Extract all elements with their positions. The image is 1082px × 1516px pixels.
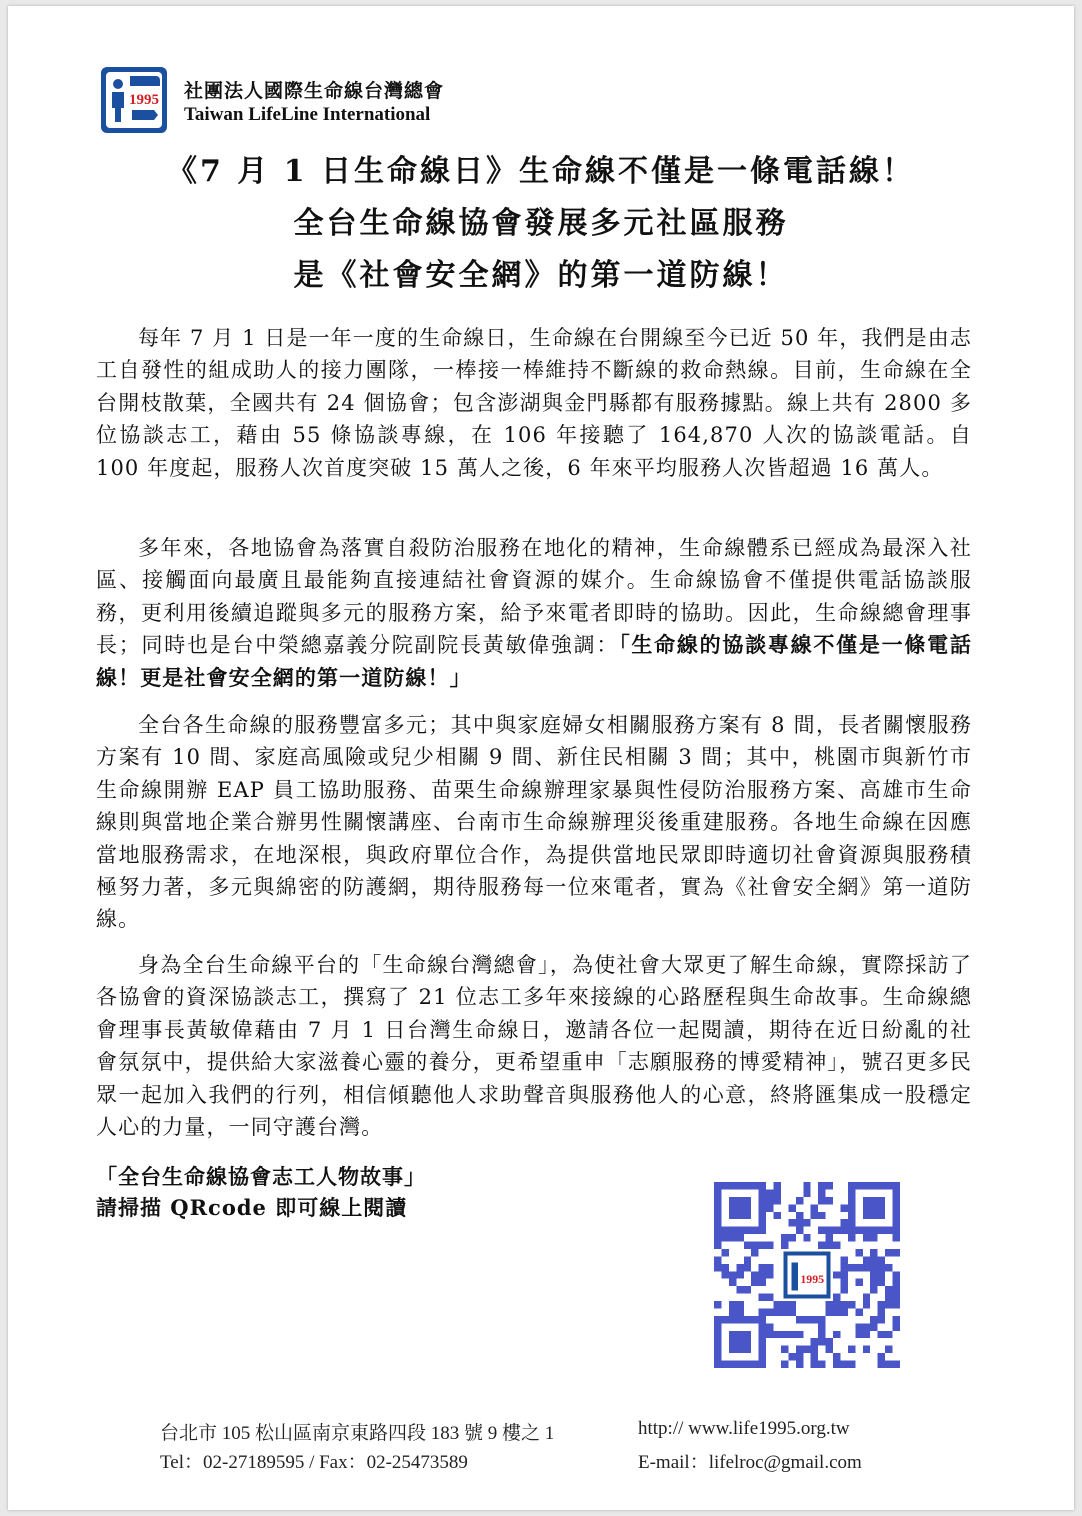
qr-module	[818, 1197, 825, 1204]
qr-module	[878, 1256, 885, 1263]
qr-module	[863, 1264, 870, 1271]
qr-module	[796, 1227, 803, 1234]
footer-email[interactable]: E-mail：lifelroc@gmail.com	[638, 1452, 862, 1473]
qr-module	[788, 1219, 795, 1226]
qr-module	[826, 1301, 833, 1308]
qr-module	[818, 1227, 825, 1234]
qr-module	[796, 1197, 803, 1204]
qr-module	[818, 1331, 825, 1338]
footer-website[interactable]: http:// www.life1995.org.tw	[638, 1418, 850, 1439]
qr-module	[774, 1189, 781, 1196]
qr-module	[729, 1234, 736, 1241]
qr-module	[848, 1264, 855, 1271]
qr-center-number: 1995	[800, 1272, 825, 1287]
logo-number: 1995	[129, 92, 159, 108]
qr-module	[840, 1308, 847, 1315]
org-name-en: Taiwan LifeLine International	[184, 104, 431, 125]
qr-module	[774, 1197, 781, 1204]
qr-module	[826, 1242, 833, 1249]
qr-center-logo-icon	[785, 1253, 828, 1296]
qr-module	[774, 1308, 781, 1315]
qr-module	[818, 1242, 825, 1249]
qr-module	[781, 1331, 788, 1338]
qr-module	[878, 1264, 885, 1271]
qr-module	[833, 1308, 840, 1315]
qr-module	[766, 1204, 773, 1211]
qr-call-to-action	[96, 1161, 426, 1223]
qr-module	[721, 1264, 728, 1271]
qr-module	[870, 1286, 877, 1293]
paragraph-2-text: 多年來，各地協會為落實自殺防治服務在地化的精神，生命線體系已經成為最深入社區、接觸面向最廣且最能夠直接連結社會資源的媒介。生命線協會不僅提供電話協談服務，更利用後續追蹤與多元的服務方案，給予來電者即時的協助。因此，生命線總會理事長；同時也是台中榮總嘉義分院副院長黃敏偉強調：	[96, 536, 972, 658]
qr-module	[855, 1264, 862, 1271]
qr-code[interactable]	[714, 1182, 900, 1368]
qr-module	[855, 1249, 862, 1256]
qr-module	[759, 1264, 766, 1271]
qr-module	[788, 1331, 795, 1338]
qr-module	[840, 1271, 847, 1278]
qr-module	[863, 1256, 870, 1263]
qr-module	[774, 1182, 781, 1189]
qr-module	[714, 1301, 721, 1308]
qr-module	[774, 1212, 781, 1219]
qr-module	[878, 1361, 885, 1368]
qr-module	[811, 1212, 818, 1219]
qr-module	[714, 1234, 721, 1241]
qr-module	[833, 1294, 840, 1301]
qr-module	[870, 1279, 877, 1286]
qr-module	[796, 1219, 803, 1226]
qr-module	[788, 1204, 795, 1211]
qr-module	[878, 1316, 885, 1323]
qr-module	[744, 1286, 751, 1293]
qr-module	[751, 1249, 758, 1256]
qr-module	[714, 1256, 721, 1263]
headline-line-3: 是《社會安全網》的第一道防線！	[293, 258, 789, 293]
qr-module	[870, 1249, 877, 1256]
qr-module	[855, 1323, 862, 1330]
qr-module	[885, 1286, 892, 1293]
qr-module	[833, 1331, 840, 1338]
qr-module	[788, 1308, 795, 1315]
qr-module	[788, 1301, 795, 1308]
qr-module	[826, 1346, 833, 1353]
qr-module	[893, 1316, 900, 1323]
qr-module	[774, 1301, 781, 1308]
qr-module	[796, 1361, 803, 1368]
footer-tel-fax: Tel：02-27189595 / Fax：02-25473589	[160, 1452, 468, 1473]
paragraph-3: 全台各生命線的服務豐富多元；其中與家庭婦女相關服務方案有 8 間，長者關懷服務方案有 10 間、家庭高風險或兒少相關 9 間、新住民相關 3 間；其中，桃園市與新竹市生命線開辦 EAP 員工協助服務、苗栗生命線辦理家暴與性侵防治服務方案、高雄市生命線則與當地企業合辦男性關懷講座、台南市生命線辦理災後重建服務。各地生命線在因應當地服務需求，在地深根，與政府單位合作，為提供當地民眾即時適切社會資源與服務積極努力著，多元與綿密的防護網，期待服務每一位來電者，實為《社會安全網》第一道防線。	[96, 713, 972, 932]
qr-module	[840, 1256, 847, 1263]
footer-line-1	[160, 1418, 920, 1445]
headline-line-2: 全台生命線協會發展多元社區服務	[293, 206, 789, 241]
qr-module	[855, 1279, 862, 1286]
qr-module	[893, 1279, 900, 1286]
qr-module	[781, 1346, 788, 1353]
qr-module	[729, 1301, 736, 1308]
org-name-cn: 社團法人國際生命線台灣總會	[184, 80, 445, 102]
qr-module	[781, 1301, 788, 1308]
qr-module	[863, 1331, 870, 1338]
qr-module	[833, 1271, 840, 1278]
qr-module	[714, 1264, 721, 1271]
qr-module	[766, 1323, 773, 1330]
qr-module	[840, 1219, 847, 1226]
qr-module	[803, 1182, 810, 1189]
qr-module	[893, 1361, 900, 1368]
qr-module	[721, 1271, 728, 1278]
qr-module	[863, 1301, 870, 1308]
qr-module	[863, 1323, 870, 1330]
qr-module	[788, 1234, 795, 1241]
qr-module	[811, 1316, 818, 1323]
qr-module	[870, 1264, 877, 1271]
qr-module	[714, 1242, 721, 1249]
qr-module	[833, 1242, 840, 1249]
qr-module	[803, 1316, 810, 1323]
footer-line-2	[160, 1447, 920, 1474]
qr-module	[885, 1331, 892, 1338]
qr-module	[811, 1353, 818, 1360]
qr-module	[736, 1234, 743, 1241]
qr-module	[885, 1361, 892, 1368]
qr-module	[818, 1182, 825, 1189]
qr-module	[781, 1242, 788, 1249]
qr-module	[811, 1204, 818, 1211]
qr-module	[893, 1249, 900, 1256]
cta-instruction: 請掃描 QRcode 即可線上閱讀	[96, 1195, 408, 1220]
qr-module	[759, 1242, 766, 1249]
qr-module	[796, 1316, 803, 1323]
qr-module	[729, 1308, 736, 1315]
qr-module	[870, 1323, 877, 1330]
qr-module	[751, 1271, 758, 1278]
qr-module	[840, 1227, 847, 1234]
qr-module	[818, 1212, 825, 1219]
qr-module	[840, 1279, 847, 1286]
qr-module	[736, 1308, 743, 1315]
qr-module	[781, 1308, 788, 1315]
qr-module	[855, 1331, 862, 1338]
qr-module	[893, 1323, 900, 1330]
qr-module	[893, 1286, 900, 1293]
qr-module	[744, 1264, 751, 1271]
qr-module	[803, 1219, 810, 1226]
qr-module	[759, 1294, 766, 1301]
qr-module	[818, 1361, 825, 1368]
qr-module	[826, 1338, 833, 1345]
qr-module	[870, 1316, 877, 1323]
qr-module	[736, 1271, 743, 1278]
qr-module	[878, 1279, 885, 1286]
paragraph-2-quote: 「生命線的協談專線不僅是一條電話線！更是社會安全網的第一道防線！」	[96, 632, 972, 690]
qr-module	[833, 1353, 840, 1360]
qr-module	[826, 1308, 833, 1315]
qr-module	[826, 1227, 833, 1234]
qr-module	[833, 1301, 840, 1308]
qr-module	[766, 1264, 773, 1271]
qr-module	[826, 1197, 833, 1204]
cta-title: 「全台生命線協會志工人物故事」	[96, 1164, 426, 1189]
qr-module	[766, 1331, 773, 1338]
lifeline-logo-icon	[100, 66, 168, 134]
qr-module	[766, 1197, 773, 1204]
qr-module	[796, 1346, 803, 1353]
qr-module	[893, 1271, 900, 1278]
qr-module	[848, 1361, 855, 1368]
paragraph-2	[96, 532, 972, 694]
qr-module	[803, 1234, 810, 1241]
qr-module	[840, 1361, 847, 1368]
document-page	[8, 6, 1074, 1510]
qr-module	[803, 1189, 810, 1196]
qr-module	[893, 1294, 900, 1301]
qr-module	[751, 1279, 758, 1286]
qr-module	[848, 1346, 855, 1353]
qr-module	[721, 1249, 728, 1256]
qr-module	[736, 1286, 743, 1293]
qr-module	[736, 1301, 743, 1308]
qr-module	[759, 1279, 766, 1286]
qr-module	[893, 1234, 900, 1241]
qr-module	[766, 1308, 773, 1315]
qr-module	[863, 1294, 870, 1301]
qr-module	[796, 1353, 803, 1360]
qr-module	[751, 1242, 758, 1249]
qr-module	[885, 1264, 892, 1271]
qr-module	[744, 1242, 751, 1249]
qr-module	[736, 1264, 743, 1271]
qr-module	[729, 1271, 736, 1278]
qr-module	[759, 1271, 766, 1278]
qr-module	[878, 1331, 885, 1338]
qr-module	[811, 1346, 818, 1353]
qr-module	[833, 1361, 840, 1368]
qr-module	[803, 1346, 810, 1353]
qr-module	[744, 1256, 751, 1263]
qr-module	[781, 1234, 788, 1241]
qr-module	[781, 1361, 788, 1368]
qr-module	[766, 1189, 773, 1196]
qr-module	[885, 1346, 892, 1353]
qr-module	[863, 1234, 870, 1241]
qr-module	[878, 1308, 885, 1315]
paragraph-1: 每年 7 月 1 日是一年一度的生命線日，生命線在台開線至今已近 50 年，我們是由志工自發性的組成助人的接力團隊，一棒接一棒維持不斷線的救命熱線。目前，生命線在全台開枝散葉，全國共有 24 個協會；包含澎湖與金門縣都有服務據點。線上共有 2800 多位協談志工，藉由 55 條協談專線，在 106 年接聽了 164,870 人次的協談電話。自 100 年度起，服務人次首度突破 15 萬人之後，6 年來平均服務人次皆超過 16 萬人。	[96, 326, 972, 480]
qr-module	[870, 1234, 877, 1241]
qr-module	[766, 1294, 773, 1301]
qr-module	[870, 1256, 877, 1263]
qr-module	[863, 1346, 870, 1353]
qr-module	[885, 1249, 892, 1256]
qr-module	[840, 1264, 847, 1271]
qr-module	[721, 1234, 728, 1241]
qr-module	[878, 1301, 885, 1308]
qr-module	[840, 1301, 847, 1308]
qr-module	[818, 1189, 825, 1196]
qr-module	[826, 1182, 833, 1189]
qr-module	[796, 1212, 803, 1219]
qr-module	[788, 1353, 795, 1360]
qr-module	[848, 1301, 855, 1308]
qr-module	[885, 1294, 892, 1301]
qr-module	[878, 1271, 885, 1278]
qr-module	[840, 1286, 847, 1293]
headline-line-1: 《7 月 1 日生命線日》生命線不僅是一條電話線！	[166, 154, 916, 189]
qr-module	[818, 1316, 825, 1323]
qr-module	[855, 1308, 862, 1315]
paragraph-4: 身為全台生命線平台的「生命線台灣總會」，為使社會大眾更了解生命線，實際採訪了各協會的資深協談志工，撰寫了 21 位志工多年來接線的心路歷程與生命故事。生命線總會理事長黃敏偉藉由 7 月 1 日台灣生命線日，邀請各位一起閱讀，期待在近日紛亂的社會氛氛中，提供給大家滋養心靈的養分，更希望重申「志願服務的博愛精神」，號召更多民眾一起加入我們的行列，相信傾聽他人求助聲音與服務他人的心意，終將匯集成一股穩定人心的力量，一同守護台灣。	[96, 953, 972, 1140]
qr-module	[840, 1204, 847, 1211]
qr-module	[893, 1301, 900, 1308]
qr-module	[759, 1308, 766, 1315]
qr-module	[774, 1331, 781, 1338]
qr-module	[833, 1227, 840, 1234]
qr-module	[729, 1279, 736, 1286]
qr-module	[811, 1361, 818, 1368]
qr-module	[818, 1323, 825, 1330]
qr-module	[818, 1338, 825, 1345]
qr-module	[811, 1338, 818, 1345]
qr-module	[766, 1271, 773, 1278]
qr-module	[766, 1242, 773, 1249]
qr-module	[878, 1353, 885, 1360]
footer-address: 台北市 105 松山區南京東路四段 183 號 9 樓之 1	[160, 1423, 555, 1444]
qr-module	[796, 1331, 803, 1338]
qr-module	[848, 1234, 855, 1241]
qr-module	[885, 1301, 892, 1308]
qr-module	[870, 1271, 877, 1278]
qr-module	[826, 1234, 833, 1241]
